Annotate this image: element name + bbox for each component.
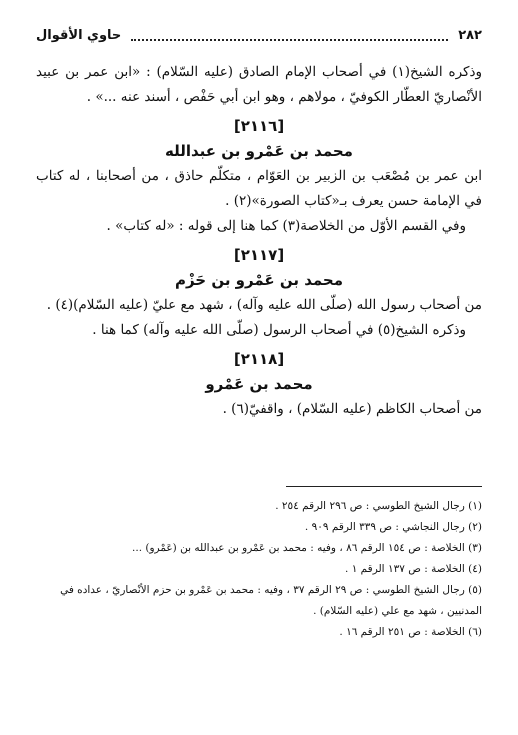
entry-title: محمد بن عَمْرو بن عبدالله <box>165 142 353 160</box>
footnote: (١) رجال الشيخ الطوسي : ص ٢٩٦ الرقم ٢٥٤ . <box>275 500 482 512</box>
paragraph: وذكره الشيخ(١) في أصحاب الإمام الصادق (عليه السّلام) : «ابن عمر بن عبيد الأنْصاريّ العطّار الكوفيّ ، مولاهم ، وهو ابن أبي حَفْص ، أسند عنه ...» . <box>36 64 483 105</box>
header-dotted-leader <box>131 29 448 41</box>
paragraph: من أصحاب الكاظم (عليه السّلام) ، واقفيّ(٦) . <box>222 401 482 417</box>
footnote: (٦) الخلاصة : ص ٢٥١ الرقم ١٦ . <box>339 626 482 638</box>
footnote: (٢) رجال النجاشي : ص ٣٣٩ الرقم ٩٠٩ . <box>304 521 482 533</box>
paragraph: وذكره الشيخ(٥) في أصحاب الرسول (صلّى الله عليه وآله) كما هنا . <box>92 322 466 338</box>
entry-title: محمد بن عَمْرو بن حَزْم <box>174 271 344 289</box>
footnote: (٤) الخلاصة : ص ١٣٧ الرقم ١ . <box>345 563 482 575</box>
paragraph: ابن عمر بن مُصْعَب بن الزبير بن العَوّام ، متكلّم حاذق ، من أصحابنا ، له كتاب في الإمامة حسن يعرف بـ«كتاب الصورة»(٢) . <box>36 168 482 209</box>
footnote: (٣) الخلاصة : ص ١٥٤ الرقم ٨٦ ، وفيه : محمد بن عَمْرو بن عبدالله بن (عَمْرو) ... <box>132 542 482 554</box>
entry-number: [٢١١٧] <box>233 246 285 264</box>
paragraph: من أصحاب رسول الله (صلّى الله عليه وآله) ، شهد مع عليّ (عليه السّلام)(٤) . <box>46 297 482 313</box>
footnotes <box>36 496 482 643</box>
page-header <box>36 24 482 46</box>
entry-title: محمد بن عَمْرو <box>205 375 313 393</box>
page-number: ٢٨٢ <box>458 27 482 43</box>
entry-number: [٢١١٦] <box>233 117 285 135</box>
footnote: (٥) رجال الشيخ الطوسي : ص ٢٩ الرقم ٣٧ ، وفيه : محمد بن عَمْرو بن حزم الأنْصاريّ ، عداده في المدنيين ، شهد مع علي (عليه السّلام) . <box>60 584 482 617</box>
main-text <box>36 60 482 422</box>
entry-number: [٢١١٨] <box>233 350 285 368</box>
running-title: حاوي الأقوال <box>36 27 122 43</box>
footnote-separator <box>286 486 482 487</box>
paragraph: وفي القسم الأوّل من الخلاصة(٣) كما هنا إلى قوله : «له كتاب» . <box>106 218 466 234</box>
